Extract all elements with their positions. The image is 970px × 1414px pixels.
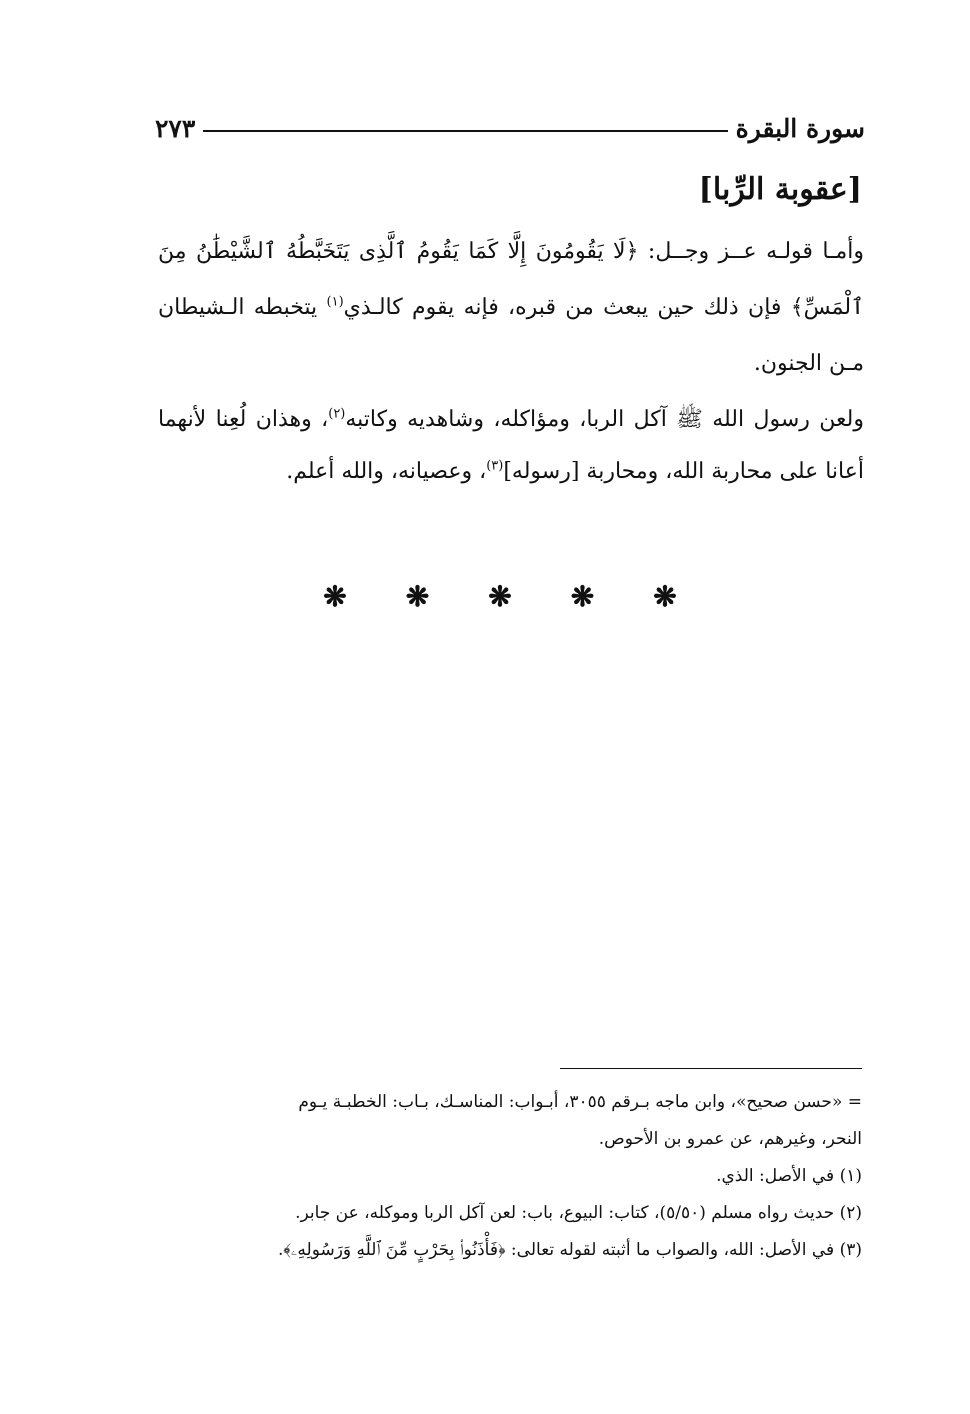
paragraph-1-text: فإن ذلك حين يبعث من قبره، فإنه يقوم كالـذي <box>343 295 791 320</box>
footnote-3-text: (٣) في الأصل: الله، والصواب ما أثبته لقوله تعالى: <box>505 1240 862 1260</box>
paragraph-1 <box>158 224 864 392</box>
body-text <box>158 224 864 498</box>
footnote-rule <box>560 1068 862 1069</box>
footnote-3-verse: ﴿فَأْذَنُوا۟ بِحَرْبٍ مِّنَ ٱللَّهِ وَرَسُولِهِۦ﴾ <box>283 1240 506 1260</box>
paragraph-2 <box>158 394 864 498</box>
footnote-3 <box>150 1232 862 1269</box>
page-number: ٢٧٣ <box>155 113 196 143</box>
footnote-continuation <box>150 1084 862 1158</box>
running-header <box>155 108 865 148</box>
paragraph-2-text-mid: ، وهذان لُعِنا لأنهما أعانا على محاربة الله، ومحاربة [رسوله] <box>158 407 864 484</box>
quran-verse: ﴿لَا يَقُومُونَ إِلَّا كَمَا يَقُومُ ٱلَّذِى يَتَخَبَّطُهُ ٱلشَّيْطَٰنُ مِنَ ٱلْمَسِّ﴾ <box>158 239 864 320</box>
footnote-continuation-line-2: النحر، وغيرهم، عن عمرو بن الأحوص. <box>598 1129 862 1149</box>
paragraph-1-text-end: يتخبطه الـشيطان مـن الجنون. <box>158 295 864 376</box>
header-rule <box>203 130 727 132</box>
footnote-3-end: . <box>278 1240 284 1260</box>
paragraph-1-intro: وأمـا قولـه عــز وجــل: <box>638 239 864 264</box>
separator-star: ❋ <box>405 580 430 613</box>
section-heading: [عقوبة الرِّبا] <box>698 172 862 207</box>
footnote-continuation-line-1: = «حسن صحيح»، وابن ماجه بـرقم ٣٠٥٥، أبـواب: المناسـك، بـاب: الخطبـة يـوم <box>298 1092 862 1112</box>
separator-star: ❋ <box>323 580 347 613</box>
footnote-mark-1: (١) <box>326 294 344 310</box>
separator-star: ❋ <box>488 580 512 613</box>
section-separator <box>320 580 680 613</box>
surah-title: سورة البقرة <box>735 113 865 143</box>
footnote-2: (٢) حديث رواه مسلم (٥/٥٠)، كتاب: البيوع، باب: لعن آكل الربا وموكله، عن جابر. <box>295 1203 862 1223</box>
paragraph-2-text: ولعن رسول الله ﷺ آكل الربا، ومؤاكله، وشاهديه وكاتبه <box>345 407 864 432</box>
footnote-1: (١) في الأصل: الذي. <box>716 1166 862 1186</box>
footnote-mark-3: (٣) <box>486 458 504 474</box>
footnotes <box>150 1084 862 1269</box>
paragraph-2-text-end: ، وعصيانه، والله أعلم. <box>286 459 487 484</box>
footnote-mark-2: (٢) <box>328 406 346 422</box>
separator-star: ❋ <box>570 580 595 613</box>
separator-star: ❋ <box>653 580 677 613</box>
